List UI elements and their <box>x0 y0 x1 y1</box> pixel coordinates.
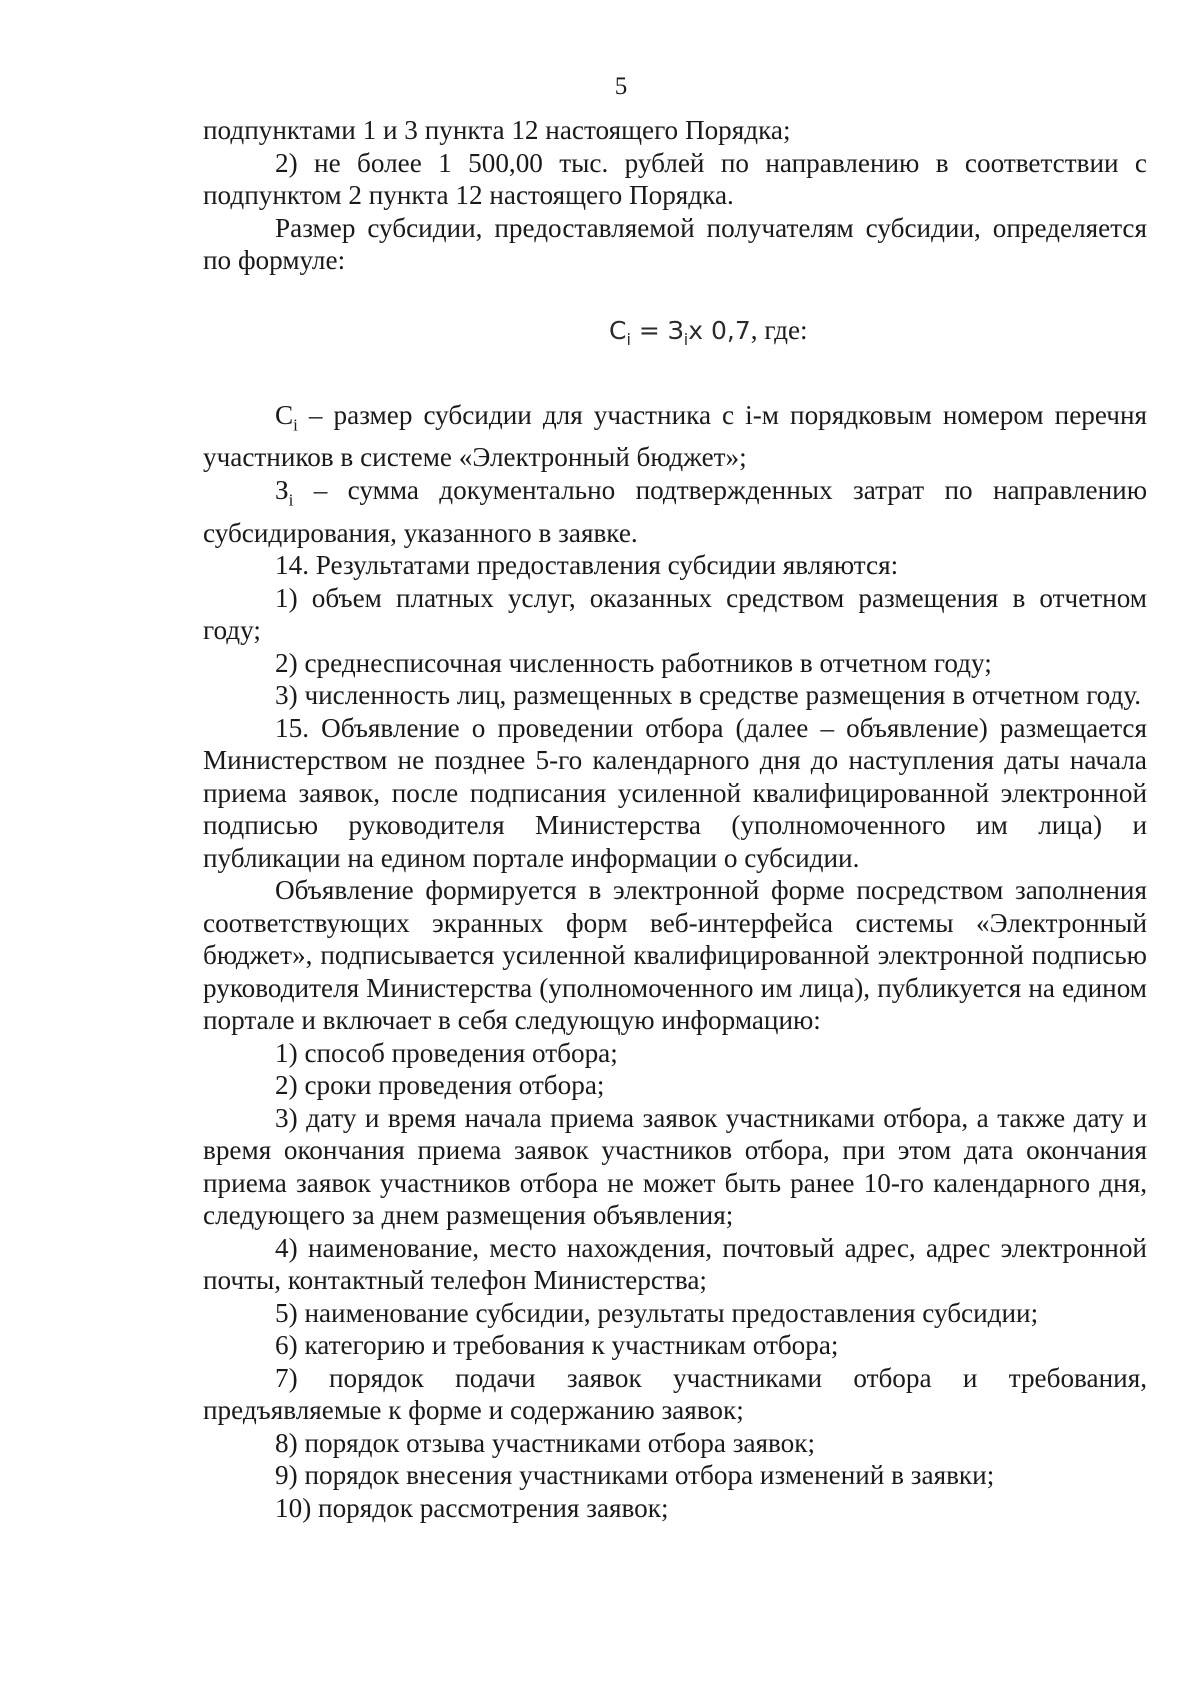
list-item-4: 4) наименование, место нахождения, почтовый адрес, адрес электронной почты, контактный телефон Министерства; <box>203 1232 1147 1296</box>
paragraph-continuation: подпунктами 1 и 3 пункта 12 настоящего Порядка; <box>203 115 791 145</box>
list-item-2: 2) сроки проведения отбора; <box>275 1070 605 1101</box>
subsidy-formula <box>203 307 1147 363</box>
paragraph-14-item-2: 2) среднесписочная численность работников в отчетном году; <box>275 647 992 678</box>
list-item-5: 5) наименование субсидии, результаты предоставления субсидии; <box>275 1297 1039 1328</box>
paragraph-item-2: 2) не более 1 500,00 тыс. рублей по направлению в соответствии с подпунктом 2 пункта 12 настоящего Порядка. <box>203 147 1147 210</box>
list-item-8: 8) порядок отзыва участниками отбора заявок; <box>275 1427 816 1458</box>
document-body <box>203 114 1147 1524</box>
paragraph-subsidy-size: Размер субсидии, предоставляемой получателям субсидии, определяется по формуле: <box>203 212 1147 275</box>
paragraph-def-zi: $З_i$ – сумма документально подтвержденных затрат по направлению субсидирования, указанного в заявке. <box>203 474 1147 548</box>
symbol-ci: $С_i$ <box>275 399 298 434</box>
paragraph-14-item-1: 1) объем платных услуг, оказанных средством размещения в отчетном году; <box>203 582 1147 646</box>
list-item-10: 10) порядок рассмотрения заявок; <box>275 1492 669 1523</box>
paragraph-14: 14. Результатами предоставления субсидии являются: <box>275 550 899 581</box>
list-item-1: 1) способ проведения отбора; <box>275 1037 618 1068</box>
symbol-zi: $З_i$ <box>275 474 294 510</box>
formula-expression: $С_i = З_ix$ 0,7 <box>609 315 751 349</box>
paragraph-def-ci: $С_i$ – размер субсидии для участника с i-м порядковым номером перечня участников в системе «Электронный бюджет»; <box>203 399 1147 473</box>
list-item-7: 7) порядок подачи заявок участниками отбора и требования, предъявляемые к форме и содержанию заявок; <box>203 1362 1147 1426</box>
paragraph-15: 15. Объявление о проведении отбора (далее – объявление) размещается Министерством не позднее 5-го календарного дня до наступления даты начала приема заявок, после подписания усиленной квалифицированной электронной подписью руководителя Министерства (уполномоченного им лица) и публикации на едином портале информации о субсидии. <box>203 712 1147 873</box>
formula-suffix: , где: <box>750 314 808 345</box>
page-number: 5 <box>614 73 628 100</box>
paragraph-announcement: Объявление формируется в электронной форме посредством заполнения соответствующих экранных форм веб-интерфейса системы «Электронный бюджет», подписывается усиленной квалифицированной электронной подписью руководителя Министерства (уполномоченного им лица), публикуется на едином портале и включает в себя следующую информацию: <box>203 875 1147 1036</box>
list-item-3: 3) дату и время начала приема заявок участниками отбора, а также дату и время окончания приема заявок участников отбора, при этом дата окончания приема заявок участников отбора не может быть ранее 10-го календарного дня, следующего за днем размещения объявления; <box>203 1102 1147 1231</box>
list-item-9: 9) порядок внесения участниками отбора изменений в заявки; <box>275 1460 995 1491</box>
list-item-6: 6) категорию и требования к участникам отбора; <box>275 1330 839 1361</box>
paragraph-14-item-3: 3) численность лиц, размещенных в средстве размещения в отчетном году. <box>275 680 1141 711</box>
